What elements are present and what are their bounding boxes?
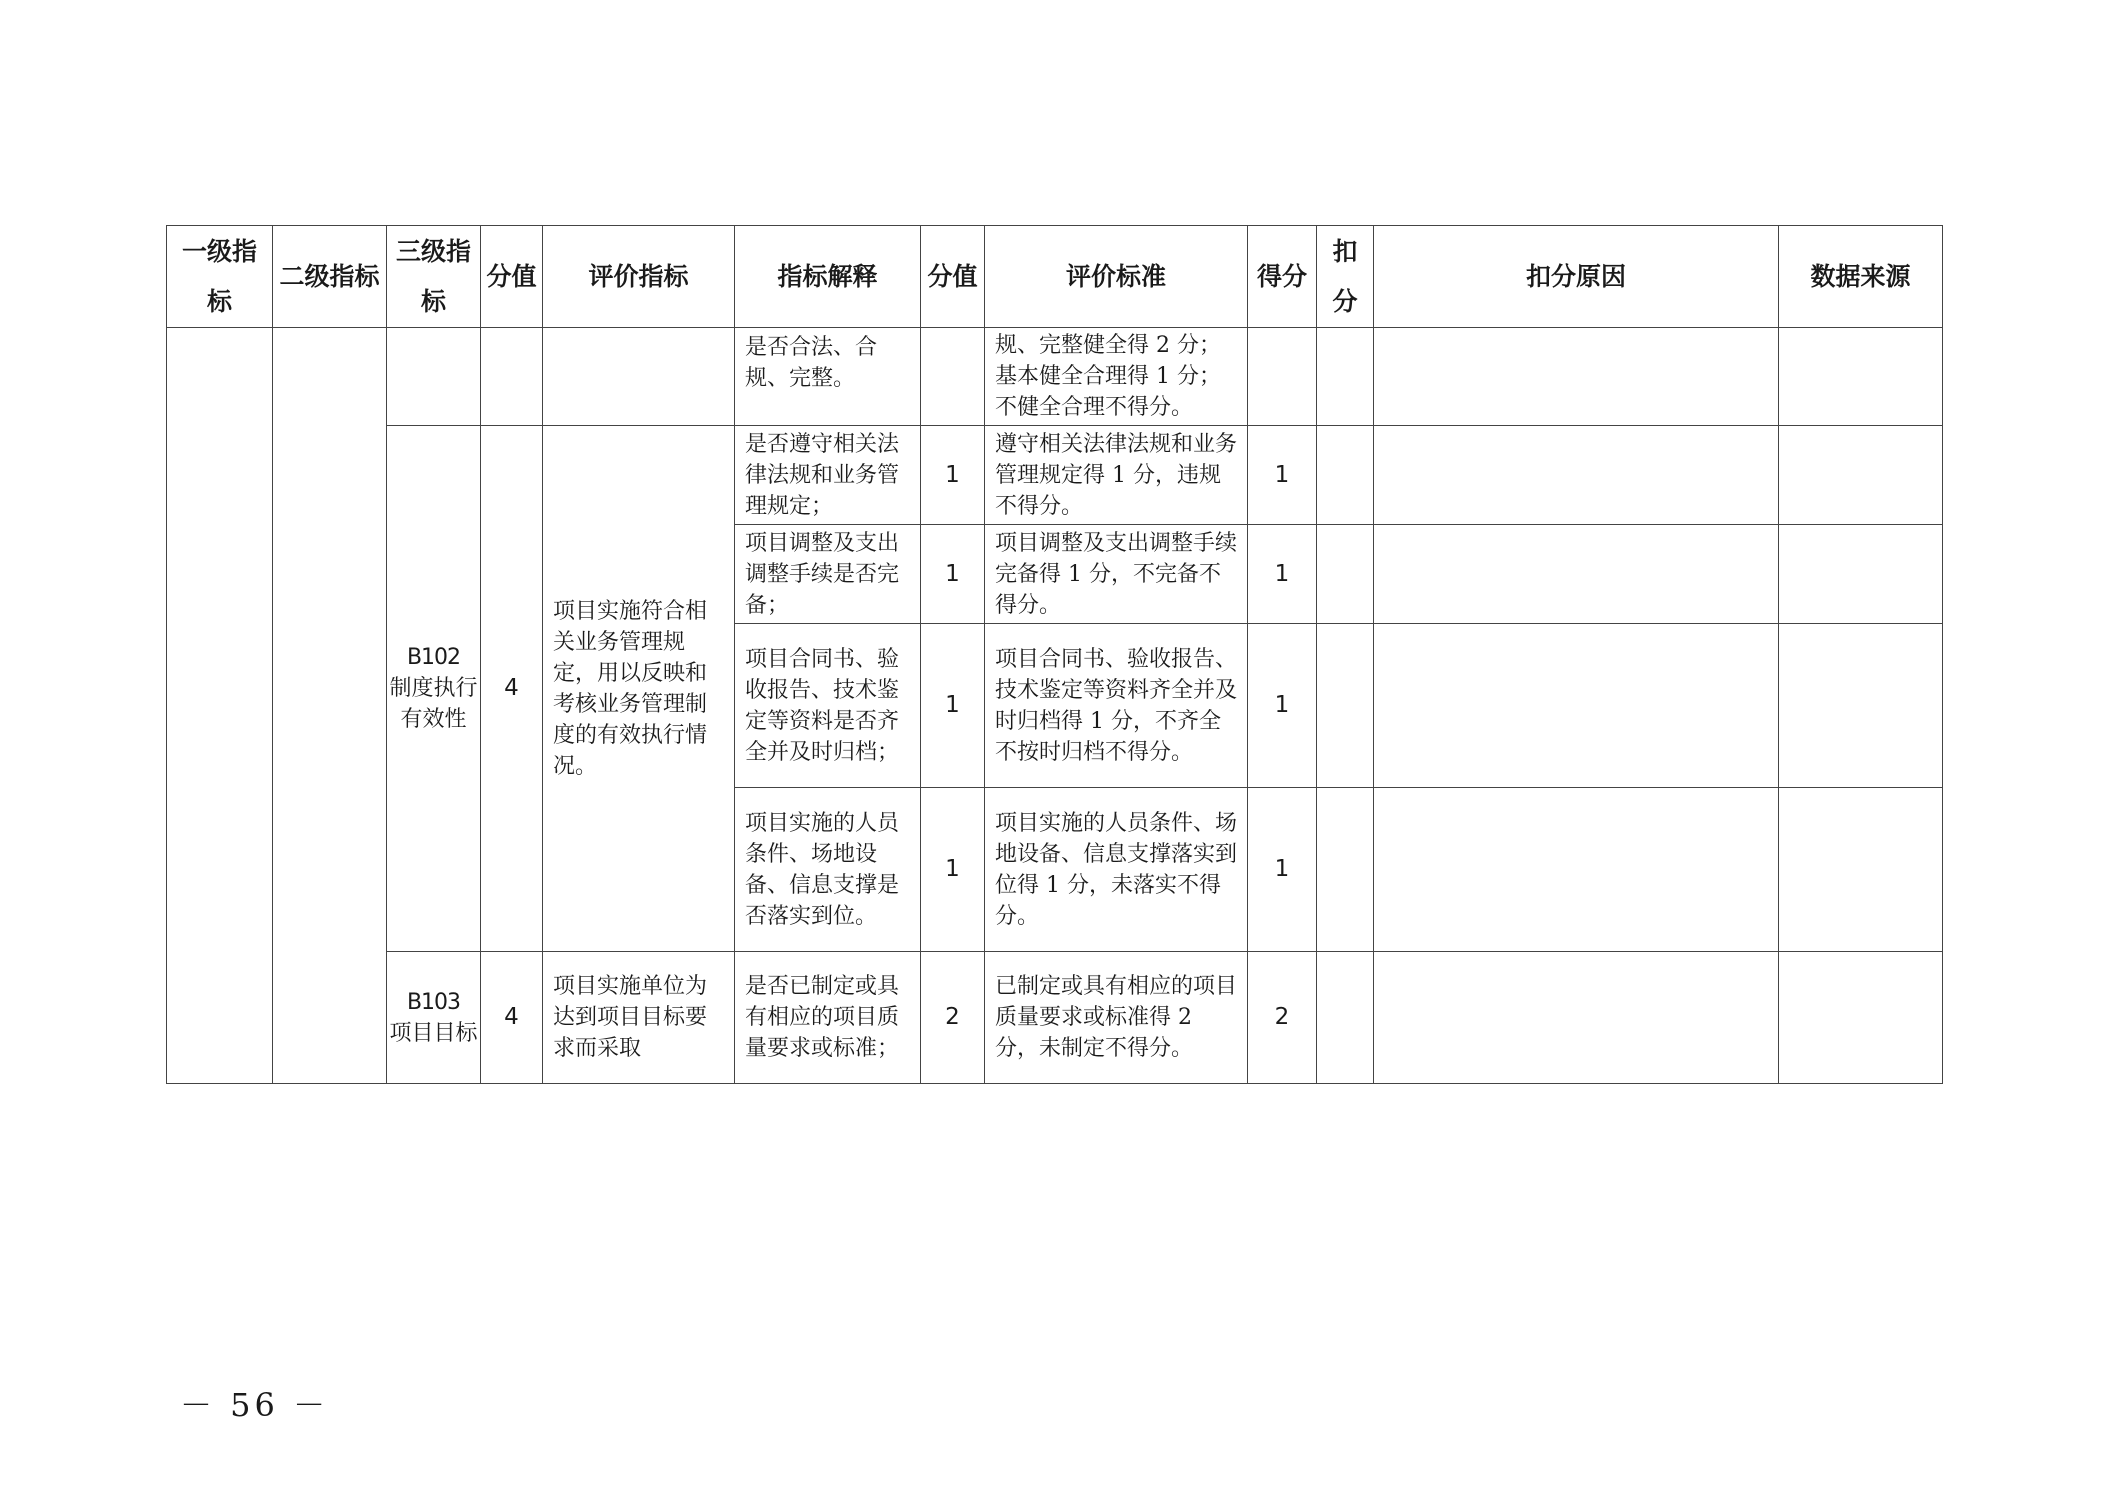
explanation-cell: 是否已制定或具有相应的项目质量要求或标准； (735, 952, 921, 1084)
standard-cell: 项目实施的人员条件、场地设备、信息支撑落实到位得 1 分，未落实不得分。 (985, 788, 1248, 952)
deduct-cell (1317, 525, 1374, 624)
header-standard: 评价标准 (985, 226, 1248, 328)
explanation-cell: 项目实施的人员条件、场地设备、信息支撑是否落实到位。 (735, 788, 921, 952)
deduct-reason-cell (1374, 328, 1779, 426)
header-score-weight: 分值 (481, 226, 543, 328)
deduct-reason-cell (1374, 788, 1779, 952)
header-sub-weight: 分值 (921, 226, 985, 328)
sub-weight-cell: 1 (921, 426, 985, 525)
score-cell (1248, 328, 1317, 426)
table-row (167, 328, 1943, 426)
deduct-reason-cell (1374, 624, 1779, 788)
weight-cell-b103: 4 (481, 952, 543, 1084)
deduct-cell (1317, 426, 1374, 525)
data-source-cell (1779, 525, 1943, 624)
deduct-reason-cell (1374, 952, 1779, 1084)
standard-cell: 已制定或具有相应的项目质量要求或标准得 2 分，未制定不得分。 (985, 952, 1248, 1084)
data-source-cell (1779, 788, 1943, 952)
data-source-cell (1779, 952, 1943, 1084)
data-source-cell (1779, 426, 1943, 525)
header-explanation: 指标解释 (735, 226, 921, 328)
explanation-cell: 是否遵守相关法律法规和业务管理规定； (735, 426, 921, 525)
indicator-cell-b102: 项目实施符合相关业务管理规定，用以反映和考核业务管理制度的有效执行情况。 (543, 426, 735, 952)
level3-cell-b102 (387, 426, 481, 952)
header-deduct-reason: 扣分原因 (1374, 226, 1779, 328)
score-cell: 1 (1248, 624, 1317, 788)
standard-cell: 项目调整及支出调整手续完备得 1 分，不完备不得分。 (985, 525, 1248, 624)
header-deduct: 扣分 (1317, 226, 1374, 328)
standard-cell: 遵守相关法律法规和业务管理规定得 1 分，违规不得分。 (985, 426, 1248, 525)
sub-weight-cell: 1 (921, 525, 985, 624)
deduct-reason-cell (1374, 426, 1779, 525)
header-level3: 三级指标 (387, 226, 481, 328)
score-cell: 1 (1248, 525, 1317, 624)
table-row (167, 426, 1943, 525)
table-row (167, 952, 1943, 1084)
header-data-source: 数据来源 (1779, 226, 1943, 328)
header-row (167, 226, 1943, 328)
weight-cell-b102: 4 (481, 426, 543, 952)
level3-cell (387, 328, 481, 426)
level2-cell (273, 328, 387, 1084)
data-source-cell (1779, 624, 1943, 788)
indicator-cell (543, 328, 735, 426)
sub-weight-cell: 1 (921, 788, 985, 952)
score-cell: 1 (1248, 426, 1317, 525)
deduct-reason-cell (1374, 525, 1779, 624)
level3-name: 制度执行有效性 (389, 676, 478, 732)
score-cell: 1 (1248, 788, 1317, 952)
explanation-cell: 是否合法、合规、完整。 (735, 328, 921, 426)
deduct-cell (1317, 788, 1374, 952)
indicator-cell-b103: 项目实施单位为达到项目目标要求而采取 (543, 952, 735, 1084)
level3-cell-b103 (387, 952, 481, 1084)
level1-cell (167, 328, 273, 1084)
score-cell: 2 (1248, 952, 1317, 1084)
level3-code: B103 (406, 989, 461, 1015)
deduct-cell (1317, 624, 1374, 788)
deduct-cell (1317, 328, 1374, 426)
sub-weight-cell: 2 (921, 952, 985, 1084)
header-score: 得分 (1248, 226, 1317, 328)
explanation-cell: 项目合同书、验收报告、技术鉴定等资料是否齐全并及时归档； (735, 624, 921, 788)
page-number: － 56 － (180, 1386, 330, 1424)
data-source-cell (1779, 328, 1943, 426)
deduct-cell (1317, 952, 1374, 1084)
standard-cell: 规、完整健全得 2 分；基本健全合理得 1 分；不健全合理不得分。 (985, 328, 1248, 426)
header-level1: 一级指标 (167, 226, 273, 328)
explanation-cell: 项目调整及支出调整手续是否完备； (735, 525, 921, 624)
sub-weight-cell (921, 328, 985, 426)
evaluation-table (166, 225, 1943, 1084)
header-level2: 二级指标 (273, 226, 387, 328)
level3-code: B102 (406, 645, 461, 670)
sub-weight-cell: 1 (921, 624, 985, 788)
weight-cell (481, 328, 543, 426)
level3-name: 项目目标 (389, 1020, 478, 1046)
header-indicator: 评价指标 (543, 226, 735, 328)
standard-cell: 项目合同书、验收报告、技术鉴定等资料齐全并及时归档得 1 分，不齐全不按时归档不得分。 (985, 624, 1248, 788)
